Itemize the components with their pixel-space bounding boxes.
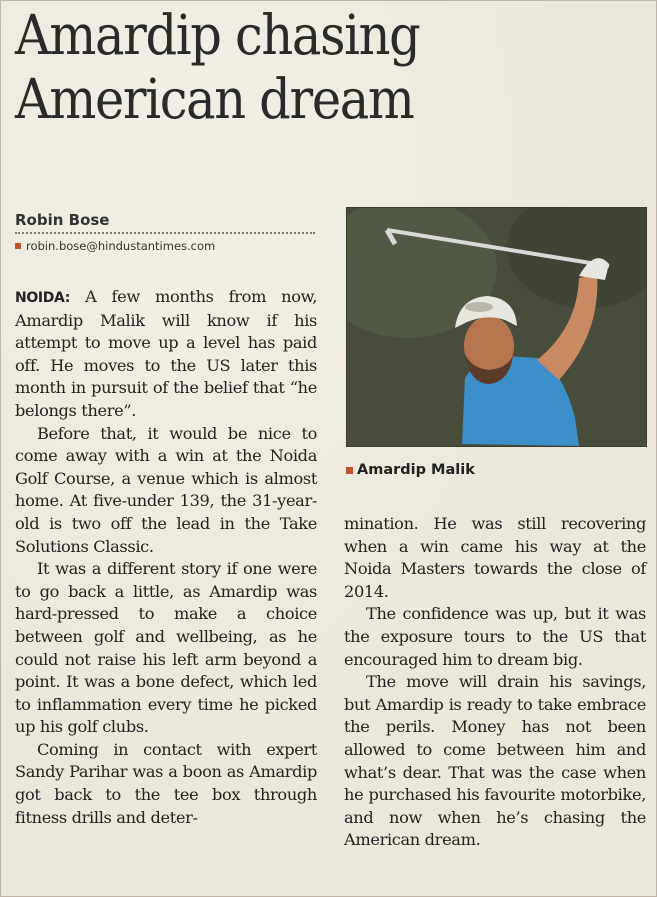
paragraph: The confidence was up, but it was the exposure tours to the US that encouraged him to dream big. bbox=[344, 604, 646, 669]
paragraph: mination. He was still recovering when a win came his way at the Noida Masters towards the close of 2014. bbox=[344, 514, 646, 601]
paragraph: It was a different story if one were to go back a little, as Amardip was hard-pressed to make a choice between golf and wellbeing, as he could not raise his left arm beyond a point. It was a bone defect, which led to inflammation every time he picked up his golf clubs. bbox=[15, 559, 317, 737]
headline bbox=[15, 3, 645, 131]
author-email[interactable]: robin.bose@hindustantimes.com bbox=[26, 239, 216, 253]
paragraph: Before that, it would be nice to come away with a win at the Noida Golf Course, a venue which is almost home. At five-under 139, the 31-year-old is two off the lead in the Take Solutions Classic. bbox=[15, 423, 317, 556]
headline-line-2: American dream bbox=[15, 67, 414, 131]
article-column-right bbox=[344, 513, 646, 852]
dateline: NOIDA: bbox=[15, 290, 71, 306]
paragraph: Coming in contact with expert Sandy Parihar was a boon as Amardip got back to the tee box through fitness drills and deter- bbox=[15, 739, 317, 827]
article-column-left bbox=[15, 286, 317, 829]
photo-caption bbox=[346, 462, 646, 478]
author-name: Robin Bose bbox=[15, 211, 315, 234]
paragraph: The move will drain his savings, but Amardip is ready to take embrace the perils. Money has not been allowed to come between him and what’s dear. That was the case when he purchased his favourite motorbike, and now when he’s chasing the American dream. bbox=[344, 672, 646, 850]
author-email-row bbox=[15, 239, 315, 253]
photo-caption-text: Amardip Malik bbox=[357, 462, 475, 478]
square-bullet-icon bbox=[15, 243, 21, 249]
headline-line-1: Amardip chasing bbox=[15, 3, 420, 67]
paragraph: NOIDA: A few months from now, Amardip Malik will know if his attempt to move up a level has paid off. He moves to the US later this month in pursuit of the belief that “he belongs there”. bbox=[15, 287, 317, 420]
golfer-photo bbox=[346, 207, 647, 447]
square-bullet-icon bbox=[346, 467, 353, 474]
byline bbox=[15, 211, 315, 253]
